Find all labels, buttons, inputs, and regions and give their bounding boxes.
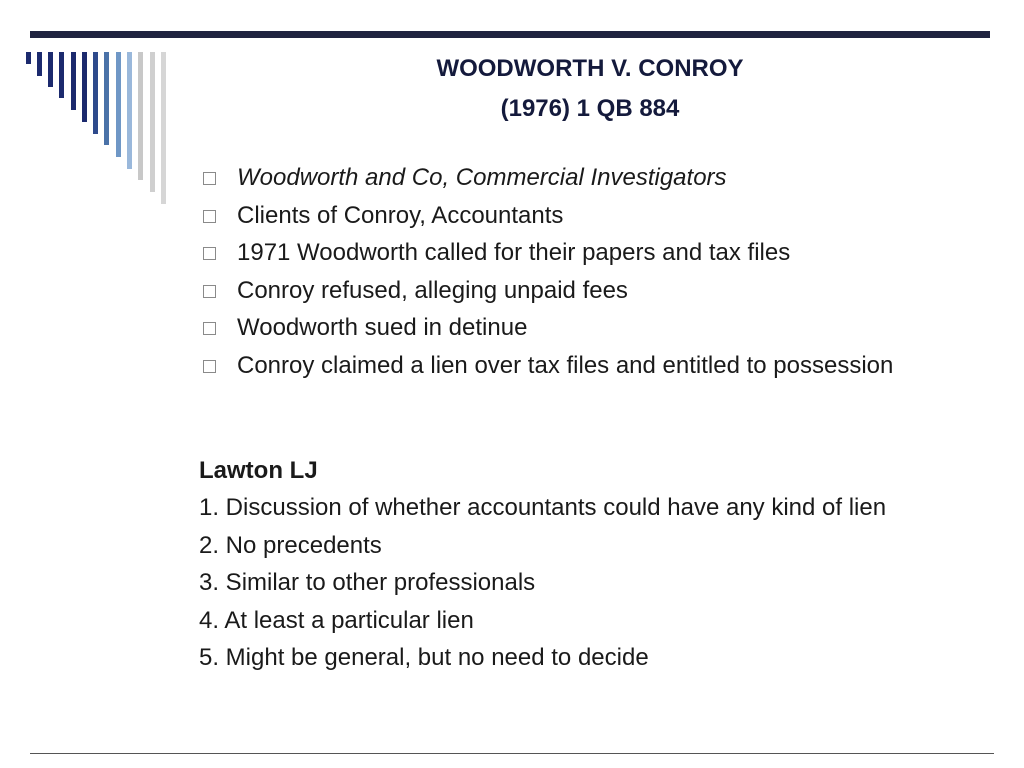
bullet-item	[200, 312, 940, 343]
numbered-item: 5. Might be general, but no need to decide	[199, 644, 649, 671]
bullet-item	[200, 275, 940, 306]
decorative-bar-6	[82, 52, 87, 122]
bullet-item	[200, 200, 940, 231]
bullet-list	[200, 162, 940, 387]
bullet-item	[200, 350, 940, 381]
bullet-text: 1971 Woodworth called for their papers and tax files	[237, 239, 791, 266]
bullet-text: Woodworth and Co, Commercial Investigators	[237, 164, 727, 191]
square-bullet-icon	[203, 247, 216, 260]
slide-title	[290, 54, 890, 134]
decorative-bar-8	[104, 52, 109, 145]
square-bullet-icon	[203, 360, 216, 373]
decorative-bar-13	[161, 52, 166, 204]
section-heading: Lawton LJ	[199, 457, 318, 484]
decorative-bar-5	[71, 52, 76, 110]
square-bullet-icon	[203, 322, 216, 335]
judgment-section	[199, 455, 989, 680]
numbered-item: 3. Similar to other professionals	[199, 569, 536, 596]
numbered-item: 2. No precedents	[199, 531, 382, 559]
slide-title-citation: (1976) 1 QB 884	[500, 95, 680, 122]
decorative-bar-9	[116, 52, 121, 157]
decorative-bar-7	[93, 52, 98, 134]
decorative-bar-3	[48, 52, 53, 87]
square-bullet-icon	[203, 210, 216, 223]
slide-title-case-name: WOODWORTH V. CONROY	[436, 55, 744, 82]
decorative-bar-2	[37, 52, 42, 76]
decorative-bar-10	[127, 52, 132, 169]
numbered-item: 4. At least a particular lien	[199, 606, 474, 634]
bottom-rule	[30, 753, 994, 754]
bullet-text: Woodworth sued in detinue	[237, 314, 528, 341]
decorative-bar-4	[59, 52, 64, 98]
square-bullet-icon	[203, 172, 216, 185]
decorative-bar-12	[150, 52, 155, 192]
numbered-item: 1. Discussion of whether accountants could have any kind of lien	[199, 494, 887, 521]
top-rule	[30, 31, 990, 38]
bullet-item	[200, 162, 940, 193]
bullet-item	[200, 237, 940, 268]
decorative-bars	[0, 0, 170, 210]
decorative-bar-11	[138, 52, 143, 180]
bullet-text: Conroy claimed a lien over tax files and entitled to possession	[237, 351, 894, 379]
decorative-bar-1	[26, 52, 31, 64]
bullet-text: Clients of Conroy, Accountants	[237, 201, 564, 229]
bullet-text: Conroy refused, alleging unpaid fees	[237, 276, 628, 304]
square-bullet-icon	[203, 285, 216, 298]
